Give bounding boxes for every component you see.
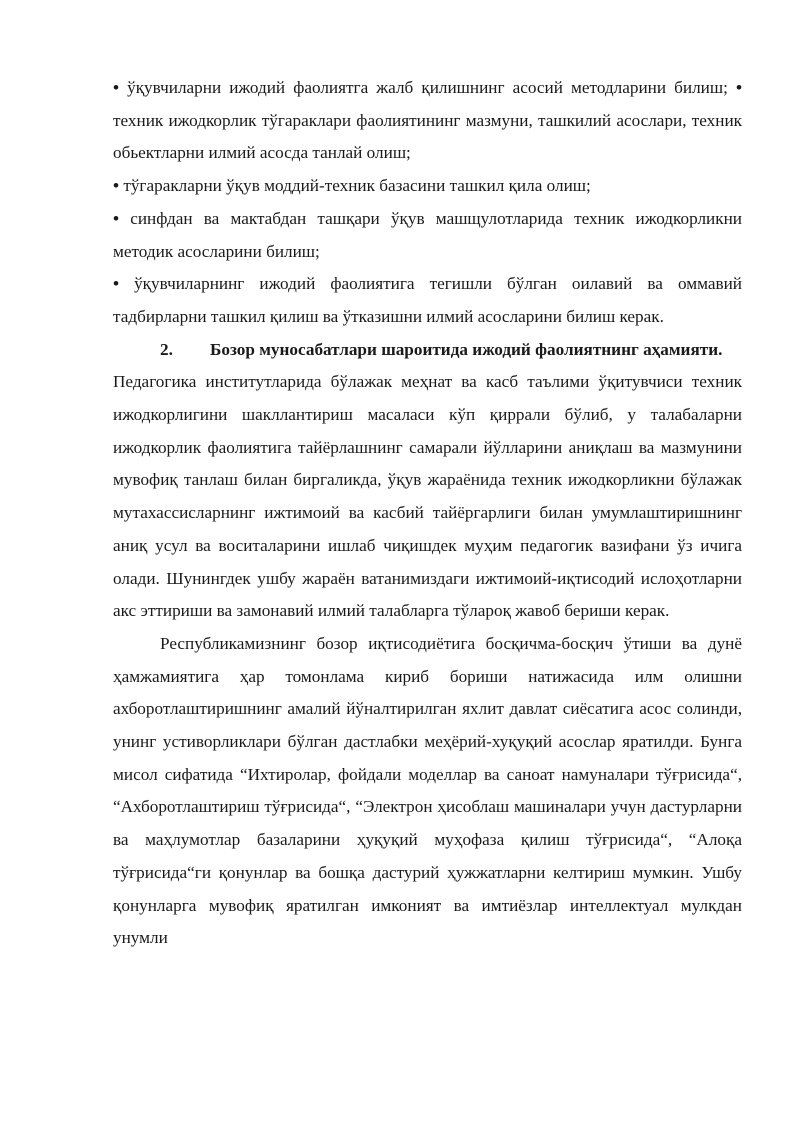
document-page	[113, 72, 742, 955]
bullet-icon: •	[113, 78, 120, 97]
bullet-icon: •	[735, 78, 742, 97]
body-paragraph-1: Педагогика институтларида бўлажак меҳнат ва касб таълими ўқитувчиси техник ижодкорлигини шакллантириш масаласи кўп қиррали бўлиб, у талабаларни ижодкорлик фаолиятига тайёрлашнинг самарали йўлларини аниқлаш ва мазмунини мувофиқ танлаш билан биргаликда, ўқув жараёнида техник ижодкорликни бўлажак мутахассисларнинг ижтимоий ва касбий тайёргарлиги билан умумлаштиришнинг аниқ усул ва воситаларини ишлаб чиқишдек муҳим педагогик вазифани ўз ичига олади. Шунингдек ушбу жараён ватанимиздаги ижтимоий-иқтисодий ислоҳотларни акс эттириши ва замонавий илмий талабларга тўлароқ жавоб бериши керак.	[113, 372, 742, 621]
section-title: Бозор муносабатлари шароитида ижодий фаолиятнинг аҳамияти.	[210, 339, 723, 359]
section-number: 2.	[160, 339, 173, 359]
bullet-paragraph-3	[113, 203, 742, 268]
bullet-text: ўқувчиларни ижодий фаолиятга жалб қилишнинг асосий методларини билиш;	[119, 78, 736, 97]
bullet-icon: •	[113, 176, 120, 196]
bullet-text: тўгаракларни ўқув моддий-техник базасини ташкил қила олиш;	[119, 176, 591, 196]
bullet-text: техник ижодкорлик тўгараклари фаолиятининг мазмуни, ташкилий асослари, техник обьектларни илмий асосда танлай олиш;	[113, 110, 742, 163]
body-paragraph-2: Республикамизнинг бозор иқтисодиётига босқичма-босқич ўтиши ва дунё ҳамжамиятига ҳар томонлама кириб бориши натижасида илм олишни ахборотлаштиришнинг амалий йўналтирилган яхлит давлат сиёсатига асос солинди, унинг устиворликлари бўлган дастлабки меҳёрий-хуқуқий асослар яратилди. Бунга мисол сифатида “Ихтиролар, фойдали моделлар ва саноат намуналари тўғрисида“, “Ахборотлаштириш тўғрисида“, “Электрон ҳисоблаш машиналари учун дастурларни ва маҳлумотлар базаларини ҳуқуқий муҳофаза қилиш тўғрисида“, “Алоқа тўғрисида“ги қонунлар ва бошқа дастурий ҳужжатларни келтириш мумкин. Ушбу қонунларга мувофиқ яратилган имконият ва имтиёзлар интеллектуал мулкдан унумли	[113, 633, 742, 948]
bullet-text: синфдан ва мактабдан ташқари ўқув машщулотларида техник ижодкорликни методик асосларини билиш;	[113, 208, 742, 261]
bullet-icon: •	[113, 208, 120, 228]
bullet-paragraph-4	[113, 268, 742, 333]
bullet-paragraph-1	[113, 72, 742, 170]
bullet-text: ўқувчиларнинг ижодий фаолиятига тегишли бўлган оилавий ва оммавий тадбирларни ташкил қилиш ва ўтказишни илмий асосларини билиш керак.	[113, 274, 742, 326]
bullet-paragraph-2	[113, 170, 742, 203]
section-heading	[113, 334, 742, 367]
bullet-icon: •	[113, 274, 120, 294]
